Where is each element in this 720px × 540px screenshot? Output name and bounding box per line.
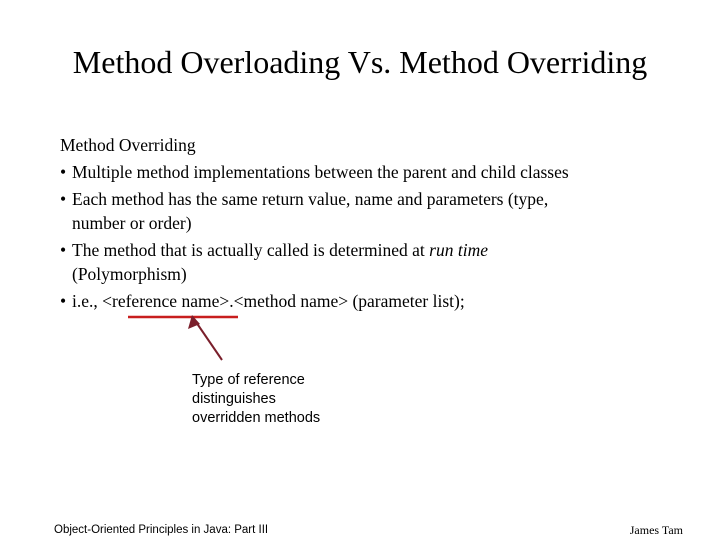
footer-author: James Tam — [629, 523, 683, 537]
bullet-item-3-continued: (Polymorphism) — [72, 264, 187, 284]
bullet-glyph: • — [60, 240, 67, 260]
callout-line-3: overridden methods — [192, 410, 321, 426]
bullet-item-2-continued: number or order) — [72, 213, 192, 233]
callout-line-2: distinguishes — [192, 391, 276, 407]
callout-line-1: Type of reference — [192, 372, 305, 388]
bullet-text: The method that is actually called is determined at — [72, 240, 430, 260]
callout-arrow-line — [196, 322, 222, 360]
bullet-glyph: • — [60, 291, 67, 311]
callout-note — [192, 371, 320, 428]
section-heading: Method Overriding — [60, 135, 196, 155]
bullet-text: i.e., <reference name>.<method name> (parameter list); — [72, 291, 465, 311]
bullet-glyph: • — [60, 162, 67, 182]
bullet-text: Multiple method implementations between the parent and child classes — [72, 162, 569, 182]
emphasis-run-time: run time — [429, 240, 488, 260]
footer-course-title: Object-Oriented Principles in Java: Part III — [54, 524, 269, 536]
bullet-glyph: • — [60, 189, 67, 209]
bullet-text: Each method has the same return value, name and parameters (type, — [72, 189, 549, 209]
slide-title: Method Overloading Vs. Method Overriding — [72, 44, 648, 80]
